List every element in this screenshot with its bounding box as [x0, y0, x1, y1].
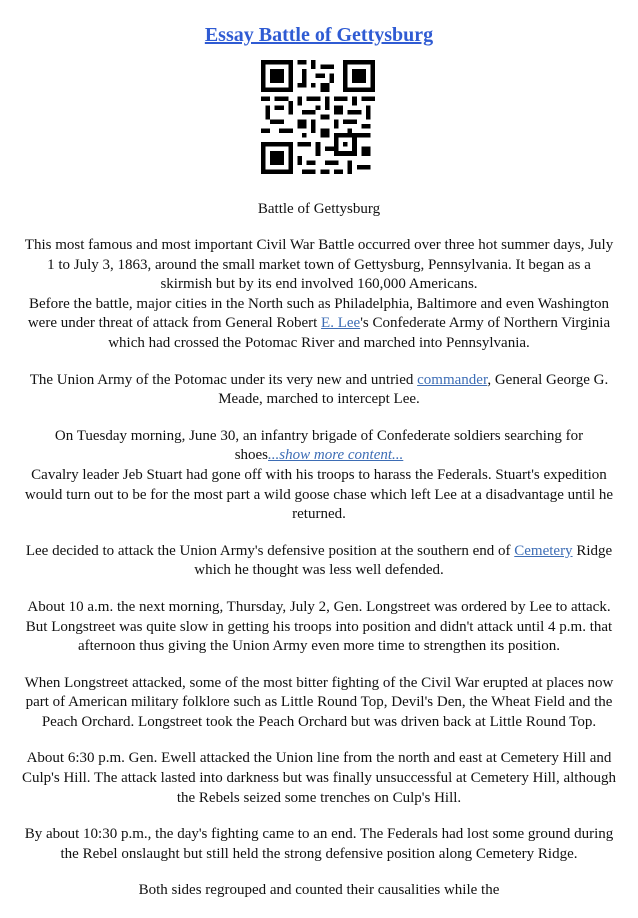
- paragraph-2-text-b: 's Confederate Army of Northern Virginia which had crossed the Potomac River and marched into Pennsylvania.: [108, 315, 611, 351]
- paragraph-2: [22, 295, 616, 354]
- show-more-link[interactable]: ...show more content...: [268, 447, 404, 464]
- commander-link[interactable]: commander: [417, 371, 488, 388]
- document-subtitle: Battle of Gettysburg: [257, 201, 381, 217]
- page-title: [0, 24, 638, 47]
- title-link[interactable]: Essay Battle of Gettysburg: [204, 24, 434, 46]
- paragraph-6: [22, 542, 616, 581]
- paragraph-1: This most famous and most important Civil War Battle occurred over three hot summer days, July 1 to July 3, 1863, around the small market town of Gettysburg, Pennsylvania. It began as a skirmish but by its end involved 160,000 Americans.: [24, 237, 614, 293]
- paragraph-4: [22, 427, 616, 466]
- paragraph-4-text: On Tuesday morning, June 30, an infantry brigade of Confederate soldiers searching for shoes: [54, 427, 584, 464]
- paragraph-3-text-a: The Union Army of the Potomac under its very new and untried: [29, 371, 418, 388]
- cemetery-link[interactable]: Cemetery: [514, 542, 573, 559]
- qr-code-icon: [261, 60, 375, 174]
- paragraph-6-text-b: Ridge which he thought was less well defended.: [194, 542, 613, 579]
- robert-e-lee-link[interactable]: E. Lee: [321, 315, 361, 332]
- paragraph-7: About 10 a.m. the next morning, Thursday, July 2, Gen. Longstreet was ordered by Lee to attack. But Longstreet was quite slow in getting his troops into position and didn't attack until 4 p.m. that afternoon thus giving the Union Army even more time to strengthen its position.: [25, 598, 613, 655]
- paragraph-9: About 6:30 p.m. Gen. Ewell attacked the Union line from the north and east at Cemetery Hill and Culp's Hill. The attack lasted into darkness but was finally unsuccessful at Cemetery Hill, although the Rebels seized some trenches on Culp's Hill.: [22, 750, 616, 806]
- paragraph-10: By about 10:30 p.m., the day's fighting came to an end. The Federals had lost some ground during the Rebel onslaught but still held the strong defensive position along Cemetery Ridge.: [24, 826, 614, 862]
- paragraph-5: Cavalry leader Jeb Stuart had gone off with his troops to harass the Federals. Stuart's expedition would turn out to be for the most part a wild goose chase which left Lee at a disadvantage until he returned.: [24, 466, 614, 523]
- paragraph-2-text-a: Before the battle, major cities in the North such as Philadelphia, Baltimore and even Washington were under threat of attack from General Robert: [27, 295, 610, 332]
- paragraph-8: When Longstreet attacked, some of the most bitter fighting of the Civil War erupted at places now part of American military folklore such as Little Round Top, Devil's Den, the Wheat Field and the Peach Orchard. Longstreet took the Peach Orchard but was driven back at Little Round Top.: [24, 674, 614, 730]
- essay-body: [22, 236, 616, 918]
- paragraph-3: [22, 371, 616, 410]
- paragraph-6-text-a: Lee decided to attack the Union Army's defensive position at the southern end of: [25, 542, 515, 559]
- paragraph-3-text-b: , General George G. Meade, marched to intercept Lee.: [218, 371, 609, 408]
- paragraph-11: Both sides regrouped and counted their causalities while the: [138, 882, 500, 899]
